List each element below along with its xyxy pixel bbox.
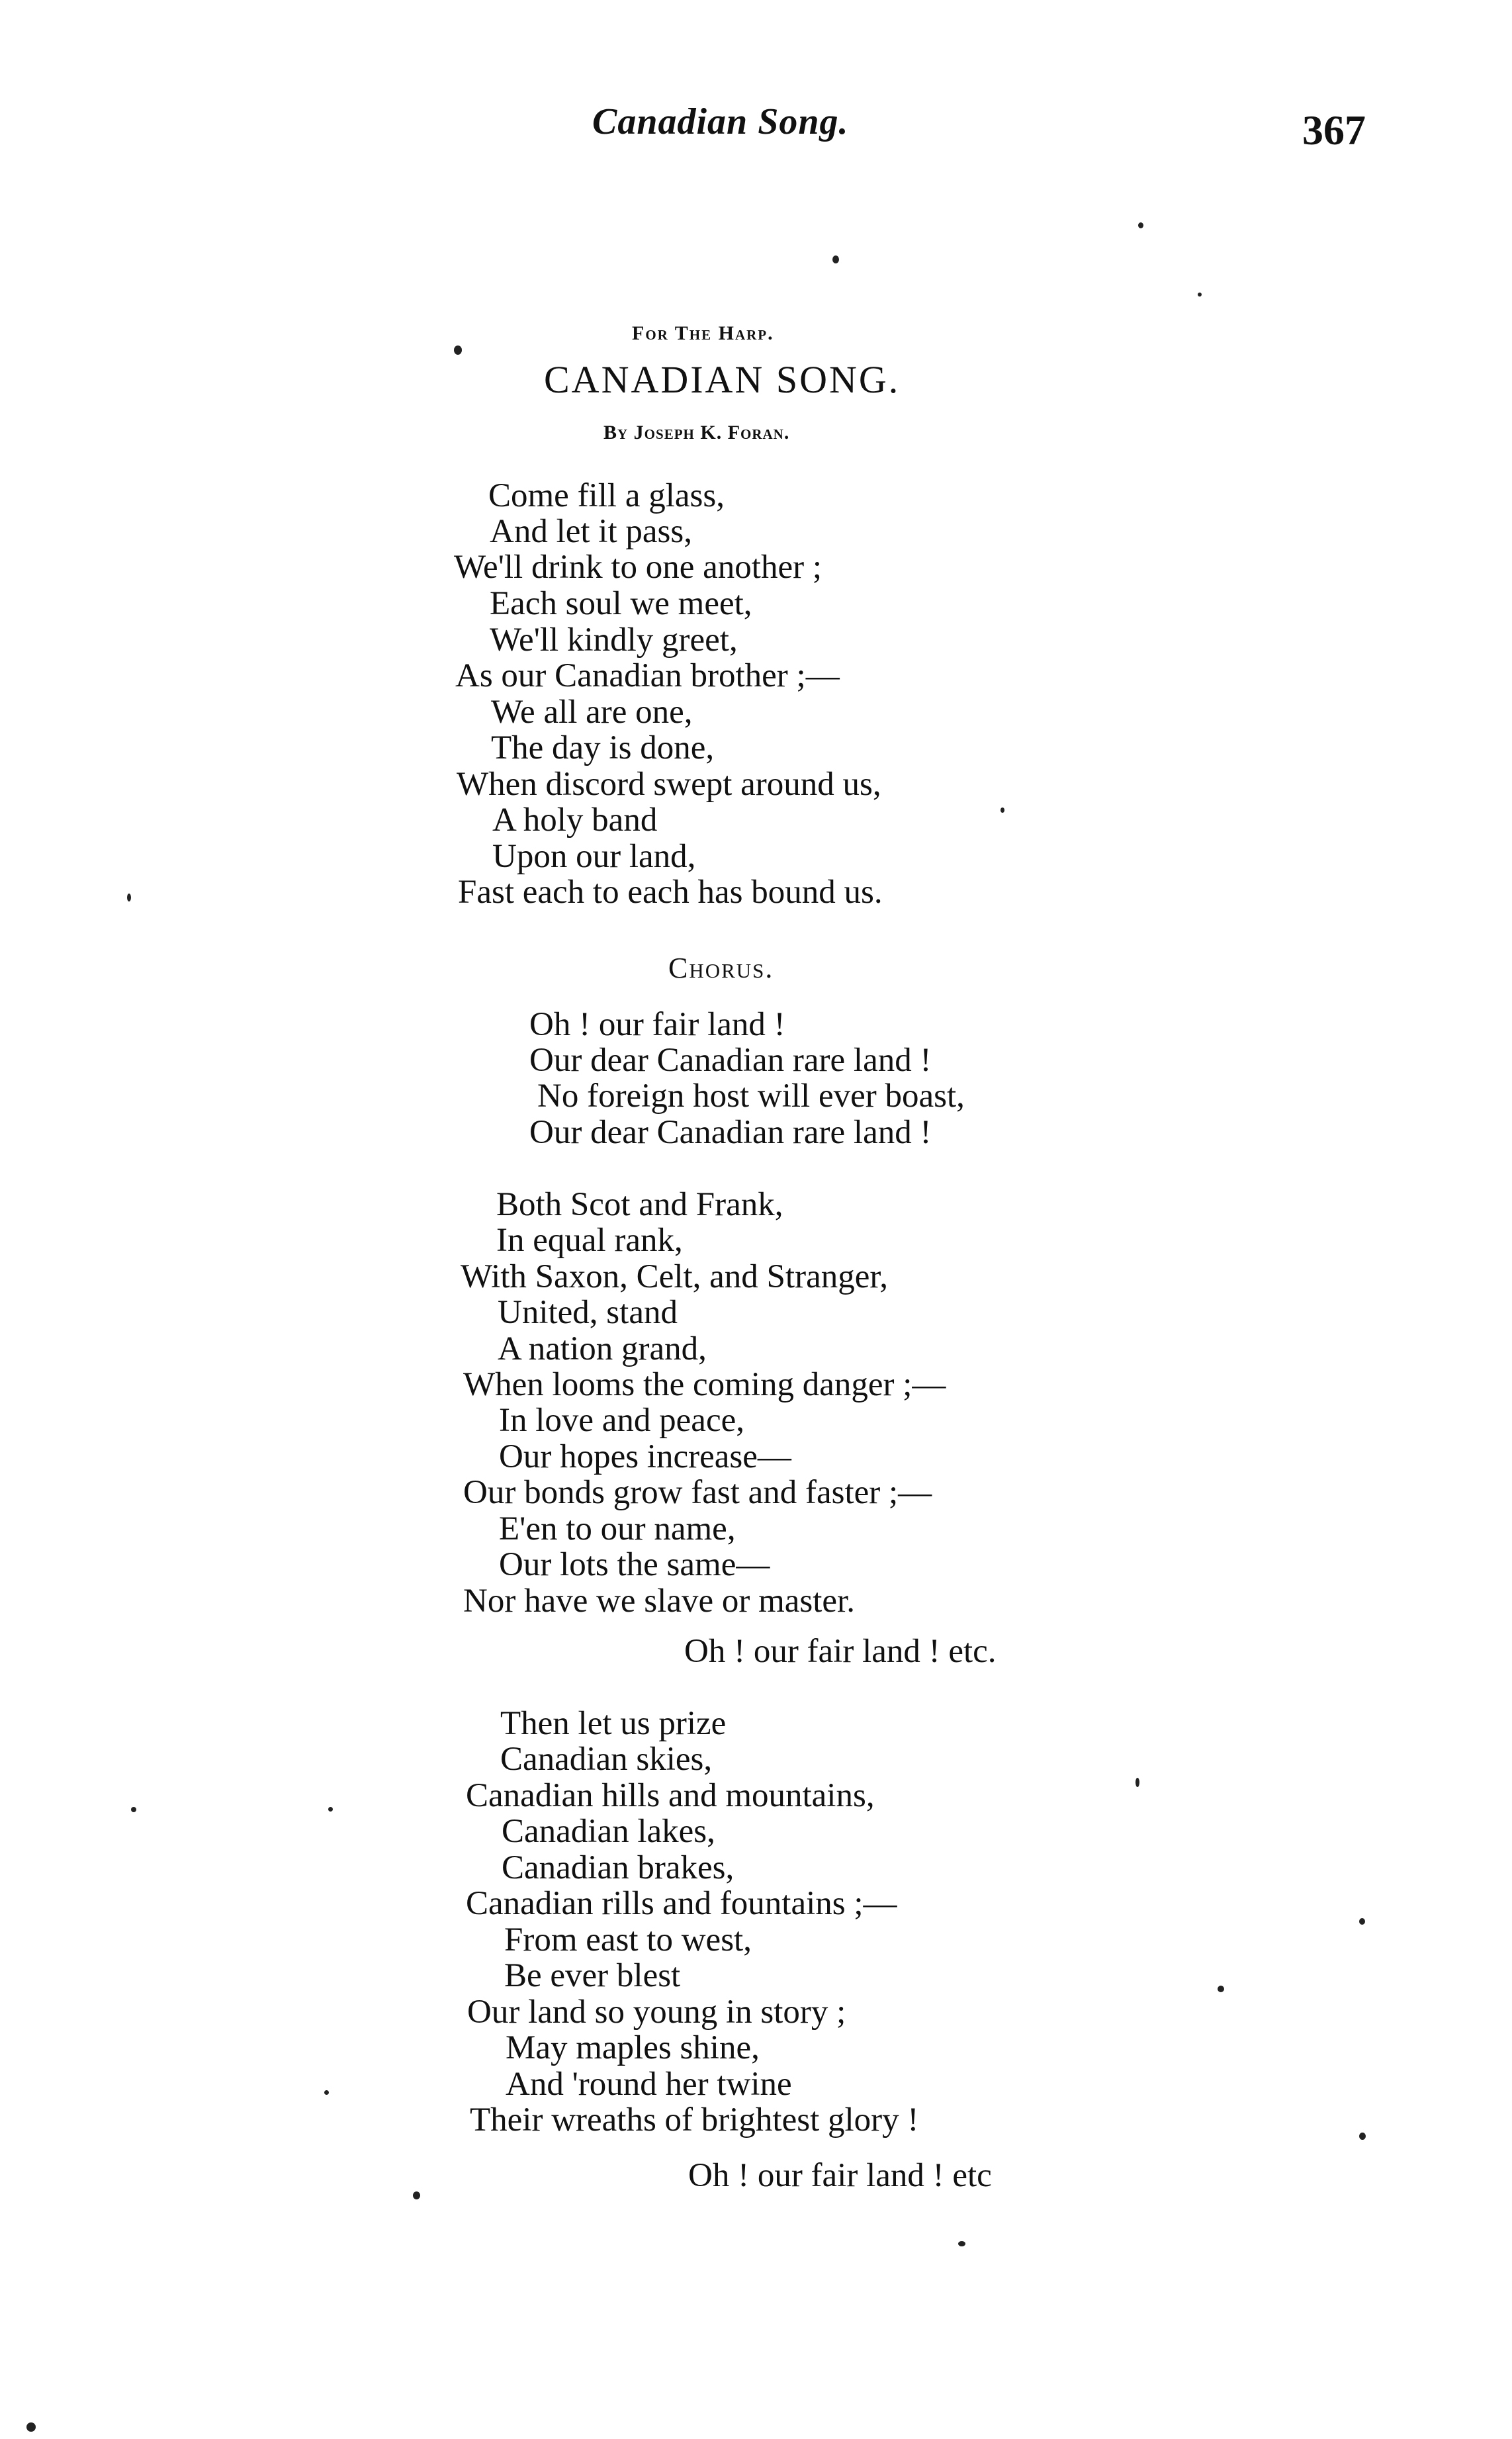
verse-line: When discord swept around us, xyxy=(457,766,881,803)
scan-speck xyxy=(131,1807,136,1812)
scan-speck xyxy=(1138,222,1143,228)
page-number: 367 xyxy=(1302,107,1366,154)
verse-line: We'll kindly greet, xyxy=(490,621,738,659)
song-title: CANADIAN SONG. xyxy=(544,358,901,401)
verse-line: Upon our land, xyxy=(492,838,696,875)
scan-speck xyxy=(1359,1918,1365,1925)
verse-line: Each soul we meet, xyxy=(490,585,752,622)
verse-line: Fast each to each has bound us. xyxy=(458,874,883,911)
author-byline: By Joseph K. Foran. xyxy=(603,422,790,443)
verse-line: Be ever blest xyxy=(504,1957,681,1994)
verse-line: Canadian skies, xyxy=(500,1741,713,1778)
verse-line: In equal rank, xyxy=(496,1222,683,1259)
verse-line: Our land so young in story ; xyxy=(467,1994,846,2031)
verse-line: From east to west, xyxy=(504,1921,752,1958)
running-title: Canadian Song. xyxy=(592,101,849,142)
scan-speck xyxy=(1135,1778,1139,1787)
verse-line: We all are one, xyxy=(491,694,693,731)
verse-line: Come fill a glass, xyxy=(488,477,725,514)
verse-line: The day is done, xyxy=(491,729,715,766)
verse-line: We'll drink to one another ; xyxy=(454,549,823,586)
scan-speck xyxy=(127,894,131,901)
chorus-line: Oh ! our fair land ! xyxy=(529,1006,785,1043)
chorus-line: No foreign host will ever boast, xyxy=(537,1078,965,1115)
dedication-line: For The Harp. xyxy=(632,322,774,344)
verse-line: When looms the coming danger ;— xyxy=(463,1366,946,1403)
chorus-heading: Chorus. xyxy=(668,952,774,984)
verse-line: And 'round her twine xyxy=(506,2066,792,2103)
verse-line: Both Scot and Frank, xyxy=(496,1186,783,1223)
verse-line: May maples shine, xyxy=(506,2029,760,2066)
verse-line: United, stand xyxy=(498,1294,678,1331)
verse-line: Our bonds grow fast and faster ;— xyxy=(463,1474,932,1511)
verse-line: In love and peace, xyxy=(499,1402,744,1439)
scan-speck xyxy=(832,255,839,263)
refrain-line: Oh ! our fair land ! etc. xyxy=(684,1633,997,1670)
scan-speck xyxy=(1359,2133,1366,2140)
scan-speck xyxy=(26,2422,36,2432)
chorus-line: Our dear Canadian rare land ! xyxy=(529,1114,932,1151)
scan-speck xyxy=(454,345,462,355)
scan-speck xyxy=(1218,1986,1224,1992)
verse-line: Canadian hills and mountains, xyxy=(466,1777,875,1814)
verse-line: Canadian brakes, xyxy=(502,1849,734,1886)
verse-line: Our hopes increase— xyxy=(499,1438,791,1475)
scan-speck xyxy=(1001,807,1004,813)
verse-line: Nor have we slave or master. xyxy=(463,1583,855,1620)
verse-line: E'en to our name, xyxy=(499,1510,736,1547)
scan-speck xyxy=(328,1807,333,1812)
verse-line: Our lots the same— xyxy=(499,1546,770,1583)
verse-line: Canadian lakes, xyxy=(502,1813,715,1850)
chorus-line: Our dear Canadian rare land ! xyxy=(529,1042,932,1079)
refrain-line: Oh ! our fair land ! etc xyxy=(688,2157,992,2194)
verse-line: As our Canadian brother ;— xyxy=(455,657,840,694)
verse-line: Canadian rills and fountains ;— xyxy=(466,1885,897,1922)
scan-speck xyxy=(958,2241,965,2246)
verse-line: A nation grand, xyxy=(498,1330,707,1367)
verse-line: Their wreaths of brightest glory ! xyxy=(470,2101,919,2139)
verse-line: And let it pass, xyxy=(490,513,692,550)
scan-speck xyxy=(413,2191,420,2199)
scan-speck xyxy=(1198,293,1202,297)
verse-line: Then let us prize xyxy=(500,1705,727,1742)
verse-line: With Saxon, Celt, and Stranger, xyxy=(461,1258,889,1295)
verse-line: A holy band xyxy=(492,802,658,839)
scan-speck xyxy=(324,2090,329,2095)
